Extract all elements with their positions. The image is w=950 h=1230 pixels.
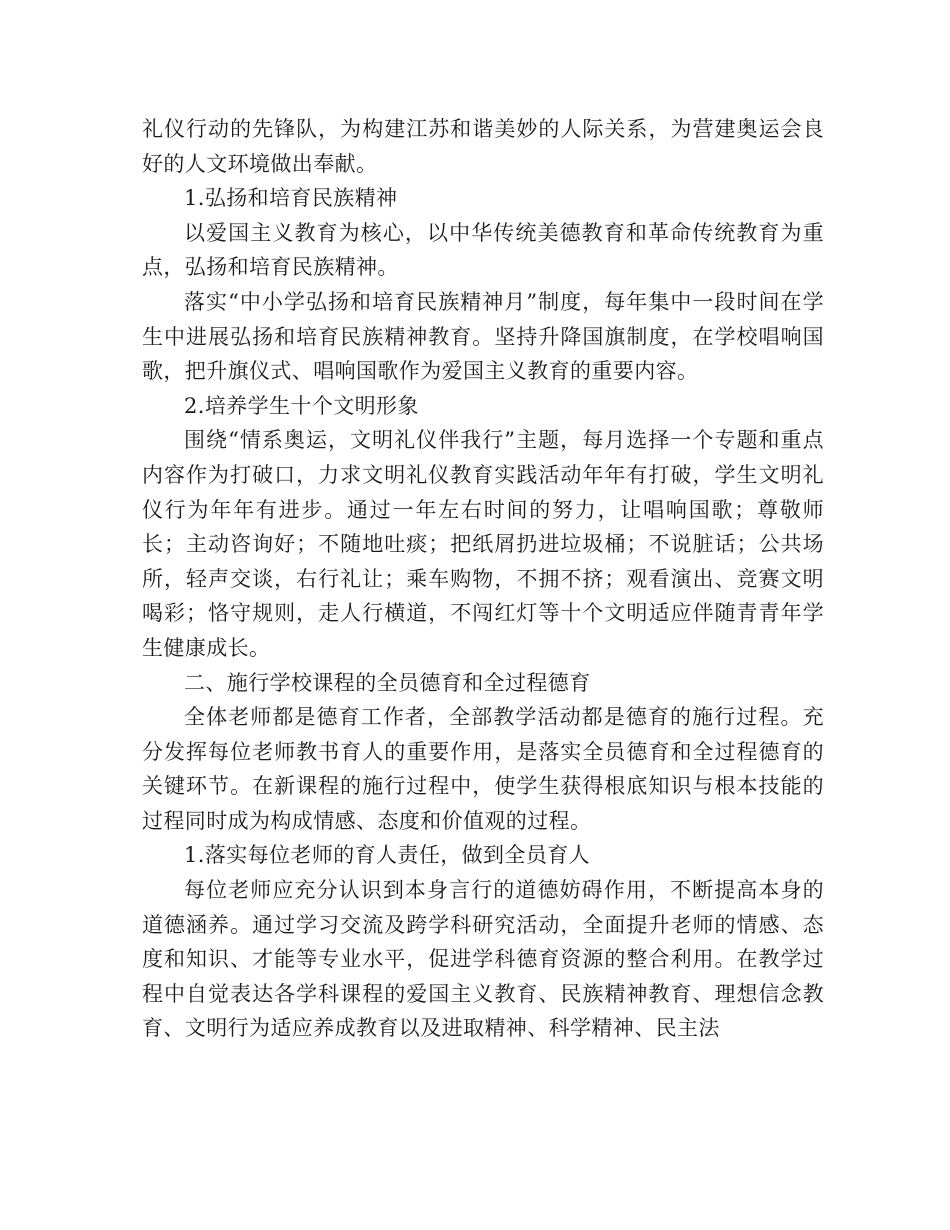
subheading-teacher-responsibility: 1.落实每位老师的育人责任，做到全员育人	[184, 843, 591, 868]
subheading-civilized-image: 2.培养学生十个文明形象	[184, 393, 419, 418]
paragraph: 每位老师应充分认识到本身言行的道德妨碍作用，不断提高本身的道德涵养。通过学习交流及跨学科研究活动，全面提升老师的情感、态度和知识、才能等专业水平，促进学科德育资源的整合利用。在教学过程中自觉表达各学科课程的爱国主义教育、民族精神教育、理想信念教育、文明行为适应养成教育以及进取精神、科学精神、民主法	[142, 878, 824, 1041]
document-body	[142, 112, 824, 1046]
paragraph: 全体老师都是德育工作者，全部教学活动都是德育的施行过程。充分发挥每位老师教书育人的重要作用，是落实全员德育和全过程德育的关键环节。在新课程的施行过程中，使学生获得根底知识与根本技能的过程同时成为构成情感、态度和价值观的过程。	[142, 705, 824, 833]
paragraph: 围绕“情系奥运，文明礼仪伴我行”主题，每月选择一个专题和重点内容作为打破口，力求文明礼仪教育实践活动年年有打破，学生文明礼仪行为年年有进步。通过一年左右时间的努力，让唱响国歌；尊敬师长；主动咨询好；不随地吐痰；把纸屑扔进垃圾桶；不说脏话；公共场所，轻声交谈，右行礼让；乘车购物，不拥不挤；观看演出、竞赛文明喝彩；恪守规则，走人行横道，不闯红灯等十个文明适应伴随青青年学生健康成长。	[142, 428, 824, 660]
subheading-national-spirit: 1.弘扬和培育民族精神	[184, 186, 398, 211]
section-heading-moral-education: 二、施行学校课程的全员德育和全过程德育	[184, 670, 591, 695]
paragraph: 落实“中小学弘扬和培育民族精神月”制度，每年集中一段时间在学生中进展弘扬和培育民族精神教育。坚持升降国旗制度，在学校唱响国歌，把升旗仪式、唱响国歌作为爱国主义教育的重要内容。	[142, 289, 824, 384]
paragraph-continuation: 礼仪行动的先锋队，为构建江苏和谐美妙的人际关系，为营建奥运会良好的人文环境做出奉献。	[142, 117, 824, 176]
paragraph: 以爱国主义教育为核心，以中华传统美德教育和革命传统教育为重点，弘扬和培育民族精神。	[142, 220, 824, 280]
